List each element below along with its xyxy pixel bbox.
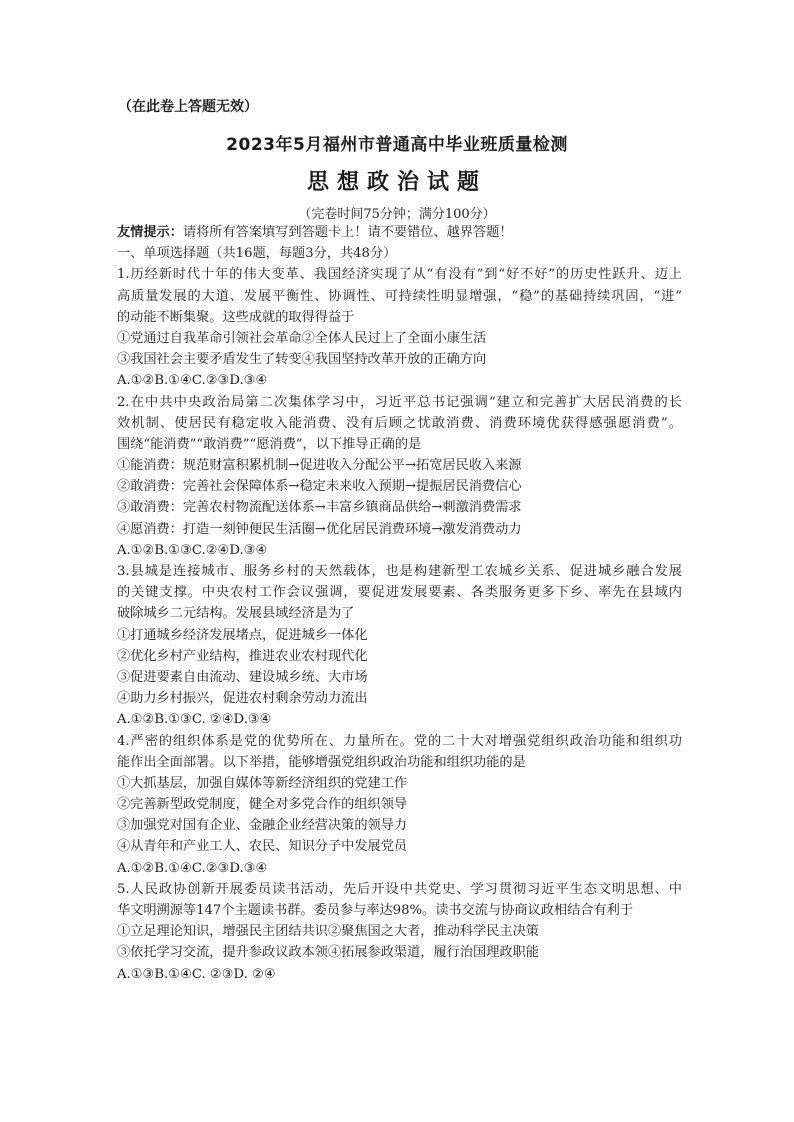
- option-line: ③加强党对国有企业、金融企业经营决策的领导力: [117, 818, 408, 834]
- option-line: ④从青年和产业工人、农民、知识分子中发展党员: [117, 839, 408, 855]
- option-line: ①能消费：规范财富积累机制→促进收入分配公平→拓宽居民收入来源: [117, 458, 522, 474]
- question-stem-line: 1.历经新时代十年的伟大变革、我国经济实现了从“有没有”到“好不好”的历史性跃升、迈上: [117, 267, 682, 283]
- answer-choices: A.①②B.①③C.②④D.③④: [117, 542, 268, 558]
- option-line: ④助力乡村振兴，促进农村剩余劳动力流出: [117, 691, 368, 707]
- question-4: [117, 731, 682, 879]
- question-stem-line: 高质量发展的大道、发展平衡性、协调性、可持续性明显增强，“稳”的基础持续巩固，“进”: [117, 288, 682, 304]
- subject-title: 思想政治试题: [306, 170, 487, 195]
- answer-choices: A.①③B.①④C. ②③D. ②④: [117, 966, 276, 982]
- option-line: ②敢消费：完善社会保障体系→稳定未来收入预期→提振居民消费信心: [117, 479, 522, 495]
- tip-text: 请将所有答案填写到答题卡上！请不要错位、越界答题！: [182, 225, 513, 240]
- question-2: [117, 392, 682, 562]
- question-5: [117, 879, 682, 985]
- invalid-answer-notice: （在此卷上答题无效）: [118, 99, 258, 115]
- option-line: ②优化乡村产业结构，推进农业农村现代化: [117, 648, 368, 664]
- question-stem-line: 破除城乡二元结构。发展县域经济是为了: [117, 606, 355, 622]
- option-line: ①立足理论知识，增强民主团结共识②聚焦国之大者，推动科学民主决策: [117, 924, 539, 940]
- exam-time-score: （完卷时间75分钟；满分100分）: [298, 207, 496, 222]
- question-stem-line: 5.人民政协创新开展委员读书活动，先后开设中共党史、学习贯彻习近平生态文明思想、中: [117, 881, 682, 897]
- question-stem-line: 效机制、使居民有稳定收入能消费、没有后顾之忧敢消费、消费环境优获得感强愿消费”。: [117, 415, 682, 431]
- option-line: ④愿消费：打造一刻钟便民生活圈→优化居民消费环境→激发消费动力: [117, 521, 522, 537]
- option-line: ①打通城乡经济发展堵点，促进城乡一体化: [117, 627, 368, 643]
- option-line: ③敢消费：完善农村物流配送体系→丰富乡镇商品供给→刺激消费需求: [117, 500, 522, 516]
- answer-choices: A.①②B.①④C.②③D.③④: [117, 373, 268, 389]
- friendly-tip: [117, 222, 682, 243]
- question-stem-line: 4.严密的组织体系是党的优势所在、力量所在。党的二十大对增强党组织政治功能和组织功: [117, 733, 682, 749]
- question-stem-line: 围绕“能消费”“敢消费”“愿消费”，以下推导正确的是: [117, 436, 422, 452]
- question-stem-line: 的关键支撑。中央农村工作会议强调，要促进发展要素、各类服务更多下乡、率先在县域内: [117, 585, 682, 601]
- option-line: ③依托学习交流，提升参政议政本领④拓展参政渠道，履行治国理政职能: [117, 945, 539, 961]
- section-title: 一、单项选择题（共16题，每题3分，共48分）: [117, 246, 397, 262]
- option-line: ①大抓基层，加强自媒体等新经济组织的党建工作: [117, 775, 408, 791]
- option-line: ②完善新型政党制度，健全对多党合作的组织领导: [117, 797, 408, 813]
- answer-choices: A.①②B.①④C.②③D.③④: [117, 860, 268, 876]
- exam-body: [117, 222, 682, 985]
- question-stem-line: 3.县城是连接城市、服务乡村的天然载体，也是构建新型工农城乡关系、促进城乡融合发展: [117, 564, 682, 579]
- option-line: ③我国社会主要矛盾发生了转变④我国坚持改革开放的正确方向: [117, 352, 487, 368]
- question-stem-line: 能作出全面部署。以下举措，能够增强党组织政治功能和组织功能的是: [117, 754, 526, 770]
- question-1: [117, 264, 682, 391]
- option-line: ①党通过自我革命引领社会革命②全体人民过上了全面小康生活: [117, 330, 487, 346]
- question-stem-line: 华文明溯源等147个主题读书群。委员参与率达98%。读书交流与协商议政相结合有利于: [117, 903, 634, 918]
- exam-title: 2023年5月福州市普通高中毕业班质量检测: [226, 135, 568, 155]
- question-3: [117, 561, 682, 731]
- question-stem-line: 2.在中共中央政治局第二次集体学习中，习近平总书记强调“建立和完善扩大居民消费的长: [117, 394, 682, 410]
- tip-label: 友情提示：: [117, 225, 183, 240]
- option-line: ③促进要素自由流动、建设城乡统、大市场: [117, 669, 368, 685]
- answer-choices: A.①②B.①③C. ②④D.③④: [117, 712, 272, 728]
- question-stem-line: 的动能不断集聚。这些成就的取得得益于: [117, 309, 355, 325]
